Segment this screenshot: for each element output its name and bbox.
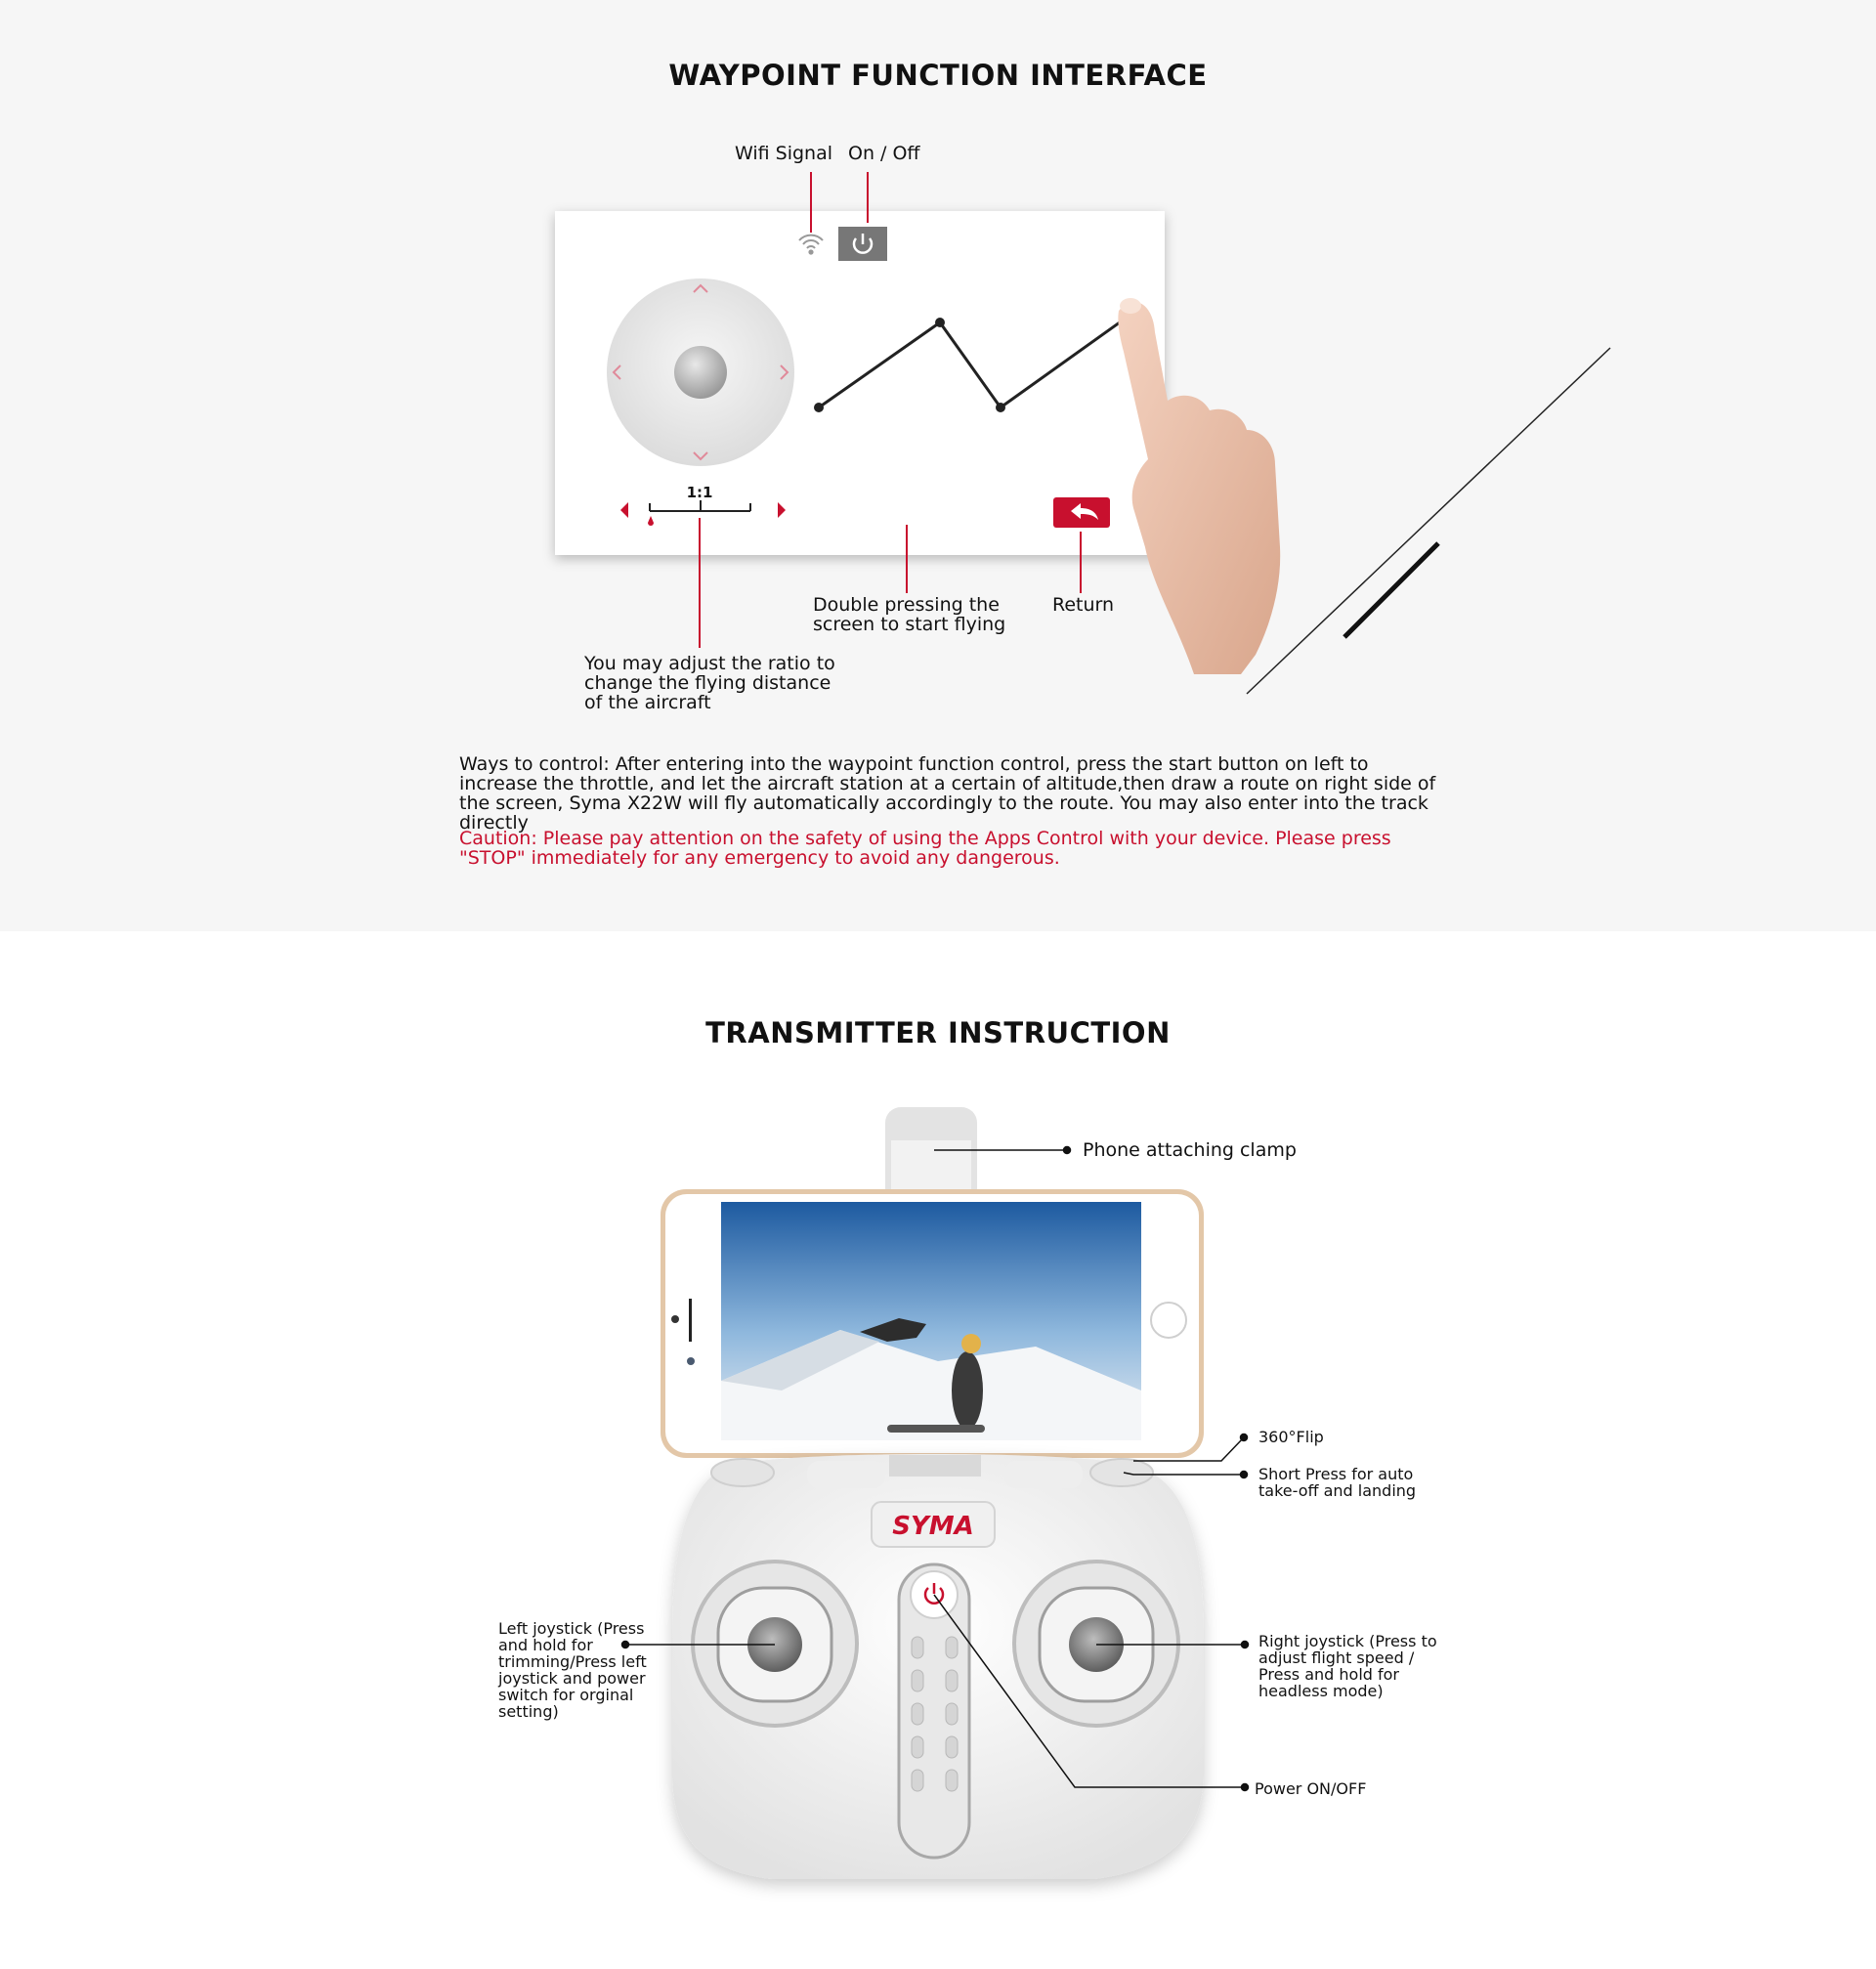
power-button-icon[interactable] — [838, 227, 887, 261]
syma-logo — [872, 1502, 995, 1547]
right-joystick-label: Right joystick (Press to adjust flight speed / Press and hold for headless mode) — [1258, 1632, 1437, 1700]
center-panel — [899, 1564, 969, 1858]
hand-icon — [1118, 298, 1280, 674]
on-off-label: On / Off — [848, 143, 920, 164]
return-label: Return — [1052, 594, 1115, 616]
ratio-value: 1:1 — [686, 484, 713, 501]
left-joystick-label: Left joystick (Press and hold for trimming/Press left joystick and power switch for orginal setting) — [498, 1619, 647, 1721]
svg-text:SYMA: SYMA — [892, 1512, 974, 1541]
caution-text: Caution: Please pay attention on the safety of using the Apps Control with your device. Please press "STOP" immediately for any emergency to avoid any dangerous. — [459, 828, 1391, 869]
right-joystick[interactable] — [1014, 1562, 1178, 1726]
wifi-signal-label: Wifi Signal — [735, 143, 833, 164]
device-edge-line — [1344, 543, 1438, 637]
double-press-label: Double pressing the screen to start flying — [813, 594, 1006, 635]
ways-to-control-text: Ways to control: After entering into the waypoint function control, press the start button on left to increase the throttle, and let the aircraft station at a certain of altitude,then draw a route on right side of the screen, Syma X22W will fly automatically accordingly to the route. You may also enter into the track directly — [459, 753, 1436, 834]
takeoff-button[interactable] — [1090, 1459, 1153, 1486]
phone — [661, 1189, 1204, 1458]
clamp-label: Phone attaching clamp — [1083, 1139, 1297, 1161]
ratio-label: You may adjust the ratio to change the flying distance of the aircraft — [584, 653, 835, 713]
device-edge-line — [1247, 348, 1610, 694]
transmitter-title: TRANSMITTER INSTRUCTION — [705, 1016, 1171, 1049]
left-joystick[interactable] — [693, 1562, 857, 1726]
joystick-icon[interactable] — [607, 278, 794, 466]
power-label: Power ON/OFF — [1255, 1779, 1367, 1798]
waypoint-title: WAYPOINT FUNCTION INTERFACE — [668, 59, 1208, 92]
return-button-icon[interactable] — [1053, 497, 1110, 528]
flip-label: 360°Flip — [1258, 1428, 1324, 1446]
flip-button[interactable] — [711, 1459, 774, 1486]
short-press-label: Short Press for auto take-off and landing — [1258, 1465, 1417, 1500]
transmitter-diagram — [0, 931, 1876, 1969]
